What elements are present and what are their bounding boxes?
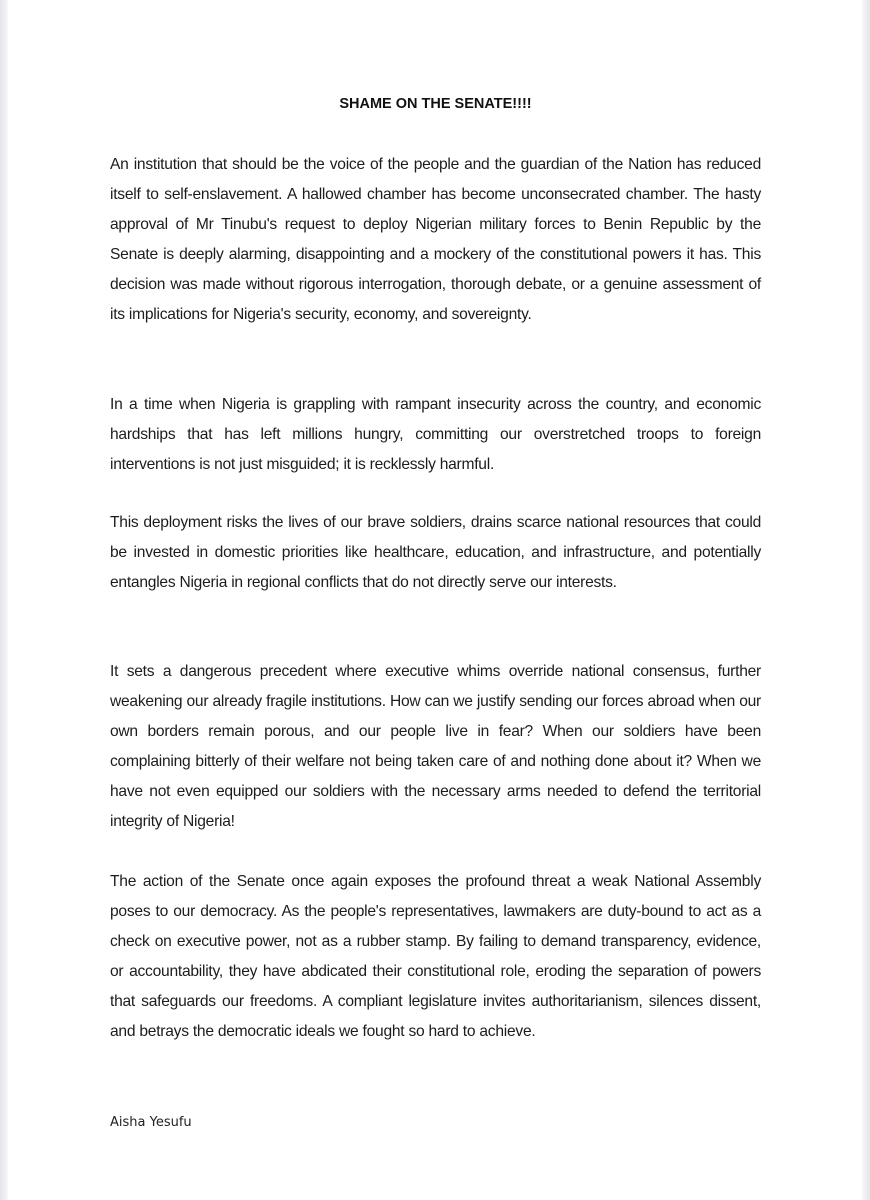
page-edge-right (862, 0, 870, 1200)
paragraph-5: The action of the Senate once again exposes the profound threat a weak National Assembly poses to our democracy. As the people's representatives, lawmakers are duty-bound to act as a check on executive power, not as a rubber stamp. By failing to demand transparency, evidence, or accountability, they have abdicated their constitutional role, eroding the separation of powers that safeguards our freedoms. A compliant legislature invites authoritarianism, silences dissent, and betrays the democratic ideals we fought so hard to achieve. (110, 873, 761, 1040)
paragraph-2: In a time when Nigeria is grappling with rampant insecurity across the country, and economic hardships that has left millions hungry, committing our overstretched troops to foreign interventions is not just misguided; it is recklessly harmful. (110, 396, 761, 473)
paragraph-1: An institution that should be the voice of the people and the guardian of the Nation has reduced itself to self-enslavement. A hallowed chamber has become unconsecrated chamber. The hasty approval of Mr Tinubu's request to deploy Nigerian military forces to Benin Republic by the Senate is deeply alarming, disappointing and a mockery of the constitutional powers it has. This decision was made without rigorous interrogation, thorough debate, or a genuine assessment of its implications for Nigeria's security, economy, and sovereignty. (110, 156, 761, 323)
document-title: SHAME ON THE SENATE!!!! (339, 96, 532, 112)
author-signature: Aisha Yesufu (110, 1115, 192, 1130)
page-edge-left (0, 0, 8, 1200)
paragraph-4: It sets a dangerous precedent where executive whims override national consensus, further weakening our already fragile institutions. How can we justify sending our forces abroad when our own borders remain porous, and our people live in fear? When our soldiers have been complaining bitterly of their welfare not being taken care of and nothing done about it? When we have not even equipped our soldiers with the necessary arms needed to defend the territorial integrity of Nigeria! (110, 663, 761, 830)
paragraph-3: This deployment risks the lives of our brave soldiers, drains scarce national resources that could be invested in domestic priorities like healthcare, education, and infrastructure, and potentially entangles Nigeria in regional conflicts that do not directly serve our interests. (110, 514, 761, 591)
